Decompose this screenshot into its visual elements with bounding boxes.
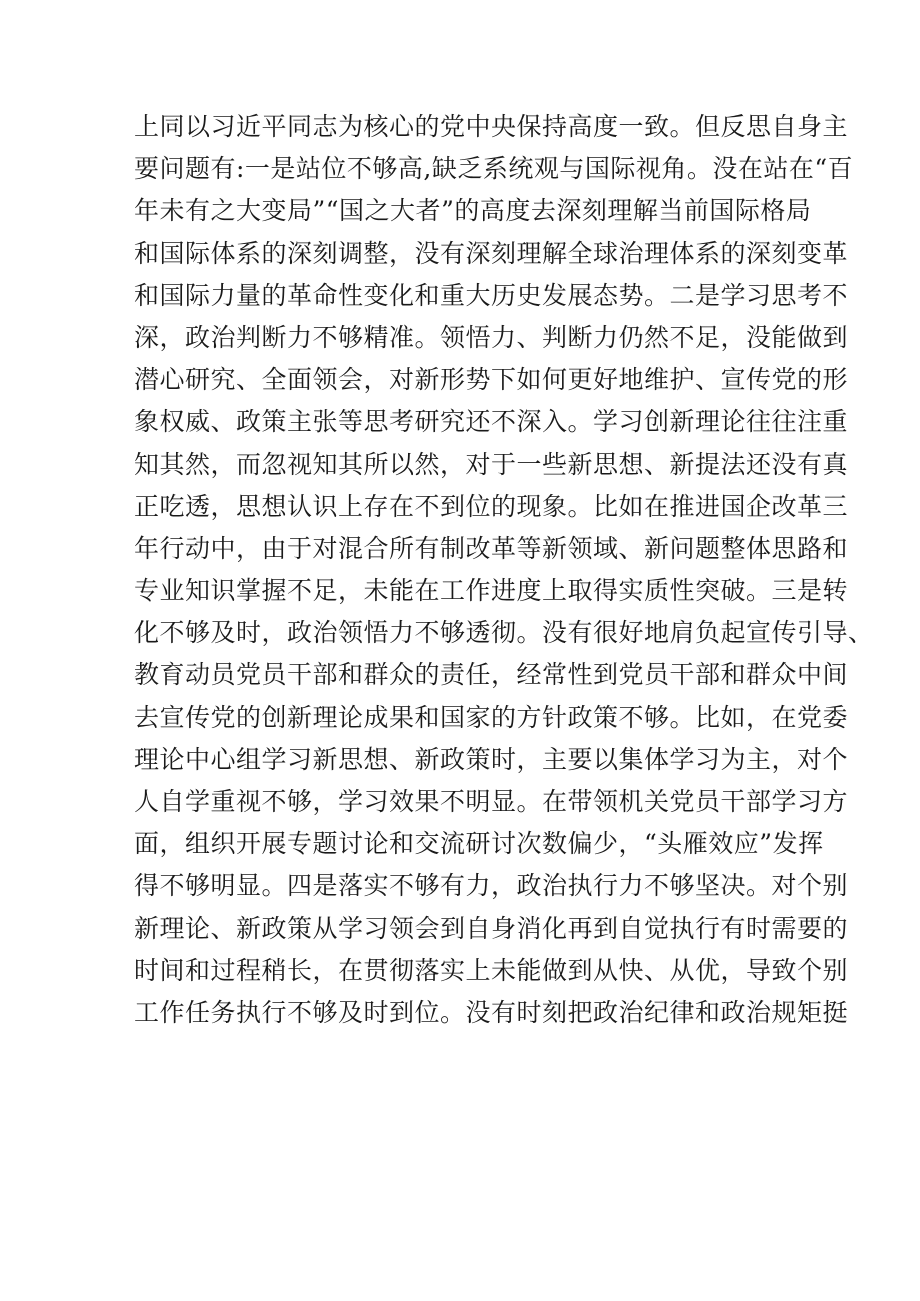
text-line: 化不够及时，政治领悟力不够透彻。没有很好地肩负起宣传引导、: [134, 618, 874, 648]
text-line: 潜心研究、全面领会，对新形势下如何更好地维护、宣传党的形: [134, 365, 849, 395]
text-line: 专业知识掌握不足，未能在工作进度上取得实质性突破。三是转: [134, 576, 849, 606]
text-line: 人自学重视不够，学习效果不明显。在带领机关党员干部学习方: [134, 787, 849, 816]
text-line: 时间和过程稍长，在贯彻落实上未能做到从快、从优，导致个别: [134, 955, 849, 985]
text-line: 要问题有:一是站位不够高,缺乏系统观与国际视角。没在站在“百: [134, 154, 854, 184]
text-line: 新理论、新政策从学习领会到自身消化再到自觉执行有时需要的: [134, 913, 849, 943]
text-line: 教育动员党员干部和群众的责任，经常性到党员干部和群众中间: [134, 660, 849, 690]
text-line: 去宣传党的创新理论成果和国家的方针政策不够。比如，在党委: [134, 702, 849, 732]
text-line: 深，政治判断力不够精准。领悟力、判断力仍然不足，没能做到: [134, 322, 849, 352]
text-line: 年行动中，由于对混合所有制改革等新领域、新问题整体思路和: [134, 533, 849, 563]
body-paragraph: [134, 106, 874, 1034]
text-line: 得不够明显。四是落实不够有力，政治执行力不够坚决。对个别: [134, 871, 849, 901]
text-line: 年未有之大变局”“国之大者”的高度去深刻理解当前国际格局: [134, 196, 812, 226]
text-line: 工作任务执行不够及时到位。没有时刻把政治纪律和政治规矩挺: [134, 997, 849, 1027]
text-line: 面，组织开展专题讨论和交流研讨次数偏少，“头雁效应”发挥: [134, 829, 824, 859]
text-line: 理论中心组学习新思想、新政策时，主要以集体学习为主，对个: [134, 744, 849, 774]
text-line: 知其然，而忽视知其所以然，对于一些新思想、新提法还没有真: [134, 449, 849, 479]
text-line: 和国际力量的革命性变化和重大历史发展态势。二是学习思考不: [134, 280, 849, 310]
text-line: 上同以习近平同志为核心的党中央保持高度一致。但反思自身主: [134, 112, 849, 141]
text-line: 正吃透，思想认识上存在不到位的现象。比如在推进国企改革三: [134, 491, 849, 521]
text-line: 象权威、政策主张等思考研究还不深入。学习创新理论往往注重: [134, 407, 849, 437]
text-line: 和国际体系的深刻调整，没有深刻理解全球治理体系的深刻变革: [134, 238, 849, 268]
